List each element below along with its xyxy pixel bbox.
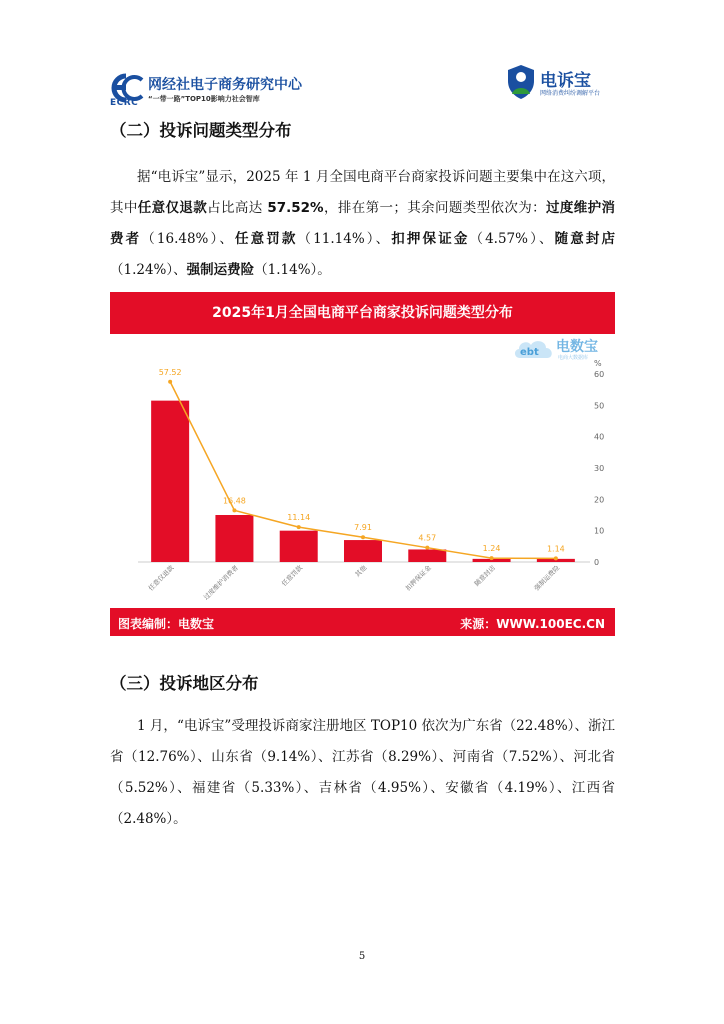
paragraph-run: （1.24%）、 bbox=[110, 262, 187, 278]
org-name: 网经社电子商务研究中心 bbox=[148, 77, 302, 93]
ecrc-logo bbox=[110, 72, 310, 108]
data-label: 16.48 bbox=[222, 496, 246, 506]
complaint-type-chart bbox=[110, 292, 615, 636]
paragraph-run: （1.14%）。 bbox=[254, 262, 331, 278]
line-point bbox=[168, 380, 172, 384]
section-heading-complaint-types: （二）投诉问题类型分布 bbox=[110, 121, 292, 140]
chart-footer bbox=[110, 608, 615, 636]
line-point bbox=[425, 546, 429, 550]
y-tick-label: 50 bbox=[594, 401, 605, 411]
bold-term: 任意罚款 bbox=[235, 231, 298, 247]
bold-term: 任意仅退款 bbox=[137, 200, 208, 216]
chart-title: 2025年1月全国电商平台商家投诉问题类型分布 bbox=[110, 292, 615, 334]
org-abbreviation: ECRC bbox=[110, 98, 139, 108]
brand-name: 电诉宝 bbox=[540, 71, 591, 91]
data-label: 7.91 bbox=[354, 523, 372, 533]
bold-term: 57.52% bbox=[267, 200, 324, 216]
paragraph-text bbox=[110, 169, 615, 278]
y-tick-label: 20 bbox=[594, 495, 605, 505]
bar bbox=[408, 549, 446, 562]
y-tick-label: 40 bbox=[594, 432, 605, 442]
data-label: 4.57 bbox=[418, 533, 437, 543]
y-tick-label: 30 bbox=[594, 464, 605, 473]
brand-tagline: 网络消费纠纷调解平台 bbox=[540, 90, 601, 97]
category-label: 过度维护消费者 bbox=[202, 563, 240, 602]
line-point bbox=[232, 508, 236, 512]
category-label: 扣押保证金 bbox=[404, 563, 433, 593]
bar bbox=[215, 515, 253, 562]
paragraph-run: （4.57%）、 bbox=[469, 231, 555, 247]
bar bbox=[344, 540, 382, 562]
chart-credit: 图表编制：电数宝 bbox=[118, 617, 215, 631]
bold-term: 扣押保证金 bbox=[391, 231, 470, 247]
watermark-name: 电数宝 bbox=[556, 339, 598, 355]
line-point bbox=[490, 556, 494, 560]
page-number: 5 bbox=[358, 951, 366, 962]
line-point bbox=[297, 525, 301, 529]
bold-term: 过度维护消费者 bbox=[110, 200, 616, 247]
category-label: 随意封店 bbox=[472, 563, 497, 588]
bold-term: 随意封店 bbox=[554, 231, 616, 247]
y-axis-unit: % bbox=[594, 359, 602, 368]
paragraph-run: （16.48%）、 bbox=[141, 231, 236, 247]
category-label: 任意仅退款 bbox=[146, 563, 176, 593]
watermark-tagline: 电商大数据库 bbox=[558, 355, 589, 361]
bar bbox=[151, 401, 189, 562]
y-tick-label: 0 bbox=[594, 558, 600, 567]
line-point bbox=[361, 535, 365, 539]
data-label: 11.14 bbox=[287, 513, 311, 523]
complaint-types-paragraph bbox=[110, 162, 615, 286]
category-label: 强制运费险 bbox=[532, 563, 562, 593]
y-tick-label: 60 bbox=[594, 370, 605, 379]
y-tick-label: 10 bbox=[594, 526, 605, 536]
bar bbox=[280, 531, 318, 562]
chart-source: 来源：WWW.100EC.CN bbox=[460, 617, 605, 631]
category-label: 任意罚款 bbox=[280, 563, 305, 588]
section-heading-region: （三）投诉地区分布 bbox=[110, 674, 259, 693]
data-label: 1.24 bbox=[482, 544, 501, 554]
line-point bbox=[554, 556, 558, 560]
dianshubao-complaint-logo bbox=[506, 64, 616, 104]
paragraph-run: 据“电诉宝”显示，2025 年 1 月全国电商平台商家投诉问题主要集中在这六项，其中 bbox=[110, 169, 615, 216]
org-slogan: “一带一路”TOP10影响力社会智库 bbox=[148, 95, 260, 103]
data-label: 1.14 bbox=[546, 544, 565, 554]
watermark-logo-text: ebt bbox=[520, 347, 539, 358]
bold-term: 强制运费险 bbox=[186, 262, 255, 278]
paragraph-run: （11.14%）、 bbox=[297, 231, 392, 247]
region-paragraph: 1 月，“电诉宝”受理投诉商家注册地区 TOP10 依次为广东省（22.48%）、浙江省（12.76%）、山东省（9.14%）、江苏省（8.29%）、河南省（7.52%）、河北省（5.52%）、福建省（5.33%）、吉林省（4.95%）、安徽省（4.19%）、江西省（2.48%）。 bbox=[110, 718, 615, 827]
shield-person-icon bbox=[506, 64, 536, 100]
category-label: 其他 bbox=[353, 563, 369, 579]
paragraph-run: ，排在第一；其余问题类型依次为： bbox=[323, 200, 547, 216]
paragraph-run: 占比高达 bbox=[207, 200, 268, 216]
chart-plot bbox=[110, 292, 615, 608]
data-label: 57.52 bbox=[158, 367, 182, 377]
